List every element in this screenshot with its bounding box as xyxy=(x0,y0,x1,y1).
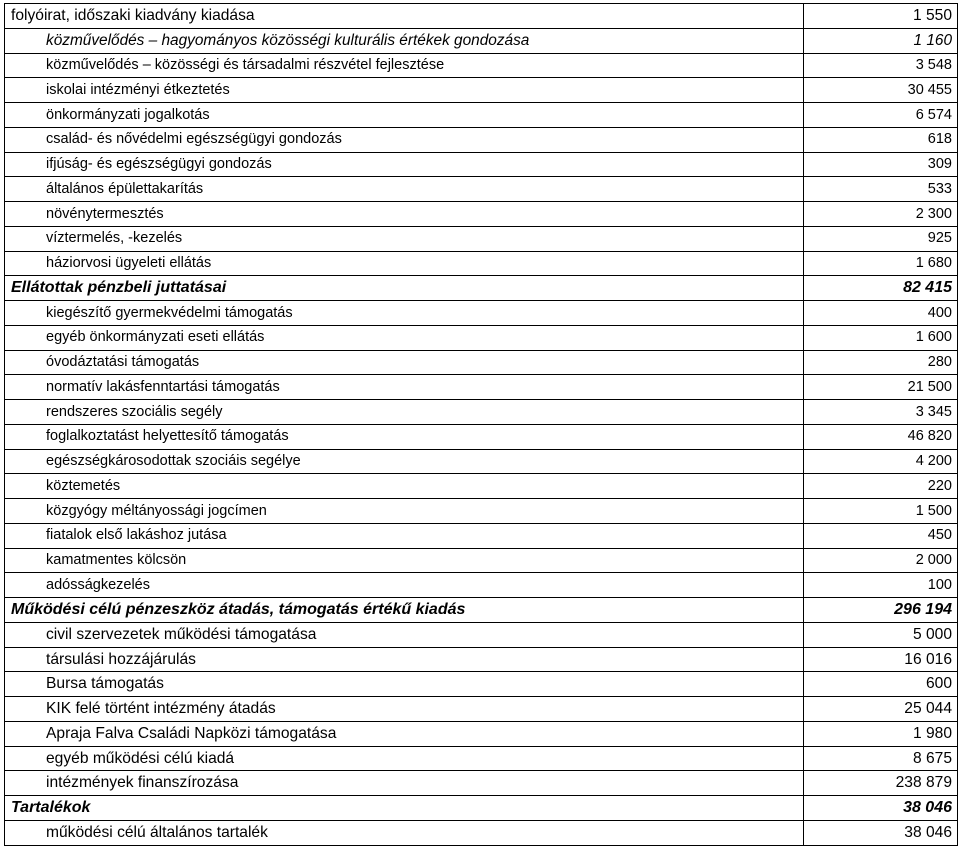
table-row xyxy=(5,350,958,375)
item-amount: 46 820 xyxy=(804,424,958,449)
table-row xyxy=(5,301,958,326)
item-label: közművelődés – hagyományos közösségi kulturális értékek gondozása xyxy=(5,28,804,53)
item-amount: 8 675 xyxy=(804,746,958,771)
table-row xyxy=(5,548,958,573)
table-row xyxy=(5,251,958,276)
category-amount: 296 194 xyxy=(804,598,958,623)
table-row xyxy=(5,820,958,845)
table-row xyxy=(5,177,958,202)
item-label: kiegészítő gyermekvédelmi támogatás xyxy=(5,301,804,326)
table-row xyxy=(5,375,958,400)
item-label: folyóirat, időszaki kiadvány kiadása xyxy=(5,4,804,29)
item-amount: 25 044 xyxy=(804,697,958,722)
category-label: Működési célú pénzeszköz átadás, támogatás értékű kiadás xyxy=(5,598,804,623)
table-row xyxy=(5,202,958,227)
table-row xyxy=(5,424,958,449)
item-amount: 600 xyxy=(804,672,958,697)
category-row xyxy=(5,276,958,301)
table-row xyxy=(5,474,958,499)
category-label: Tartalékok xyxy=(5,796,804,821)
item-amount: 1 160 xyxy=(804,28,958,53)
item-amount: 1 680 xyxy=(804,251,958,276)
item-label: növénytermesztés xyxy=(5,202,804,227)
table-row xyxy=(5,400,958,425)
table-row xyxy=(5,127,958,152)
item-amount: 533 xyxy=(804,177,958,202)
item-label: köztemetés xyxy=(5,474,804,499)
item-amount: 1 500 xyxy=(804,499,958,524)
item-label: intézmények finanszírozása xyxy=(5,771,804,796)
table-row xyxy=(5,226,958,251)
item-label: család- és nővédelmi egészségügyi gondozás xyxy=(5,127,804,152)
table-row xyxy=(5,721,958,746)
item-amount: 21 500 xyxy=(804,375,958,400)
item-label: ifjúság- és egészségügyi gondozás xyxy=(5,152,804,177)
item-label: egyéb működési célú kiadá xyxy=(5,746,804,771)
table-row xyxy=(5,449,958,474)
item-amount: 238 879 xyxy=(804,771,958,796)
item-label: óvodáztatási támogatás xyxy=(5,350,804,375)
item-label: víztermelés, -kezelés xyxy=(5,226,804,251)
item-label: civil szervezetek működési támogatása xyxy=(5,622,804,647)
item-label: rendszeres szociális segély xyxy=(5,400,804,425)
item-amount: 2 000 xyxy=(804,548,958,573)
item-amount: 4 200 xyxy=(804,449,958,474)
item-label: egyéb önkormányzati eseti ellátás xyxy=(5,325,804,350)
item-label: iskolai intézményi étkeztetés xyxy=(5,78,804,103)
item-amount: 16 016 xyxy=(804,647,958,672)
item-amount: 2 300 xyxy=(804,202,958,227)
table-row xyxy=(5,573,958,598)
table-row xyxy=(5,78,958,103)
item-amount: 925 xyxy=(804,226,958,251)
item-amount: 3 548 xyxy=(804,53,958,78)
category-label: Ellátottak pénzbeli juttatásai xyxy=(5,276,804,301)
item-amount: 618 xyxy=(804,127,958,152)
item-amount: 100 xyxy=(804,573,958,598)
category-row xyxy=(5,796,958,821)
item-amount: 38 046 xyxy=(804,820,958,845)
item-amount: 1 550 xyxy=(804,4,958,29)
item-label: normatív lakásfenntartási támogatás xyxy=(5,375,804,400)
table-row xyxy=(5,103,958,128)
table-row xyxy=(5,53,958,78)
item-label: Apraja Falva Családi Napközi támogatása xyxy=(5,721,804,746)
table-row xyxy=(5,771,958,796)
item-amount: 1 600 xyxy=(804,325,958,350)
item-amount: 3 345 xyxy=(804,400,958,425)
item-amount: 280 xyxy=(804,350,958,375)
table-row xyxy=(5,28,958,53)
table-row xyxy=(5,325,958,350)
item-label: Bursa támogatás xyxy=(5,672,804,697)
item-amount: 309 xyxy=(804,152,958,177)
table-row xyxy=(5,622,958,647)
item-label: háziorvosi ügyeleti ellátás xyxy=(5,251,804,276)
item-label: adósságkezelés xyxy=(5,573,804,598)
item-label: kamatmentes kölcsön xyxy=(5,548,804,573)
table-row xyxy=(5,523,958,548)
item-amount: 220 xyxy=(804,474,958,499)
item-label: KIK felé történt intézmény átadás xyxy=(5,697,804,722)
budget-table xyxy=(4,3,958,846)
category-amount: 38 046 xyxy=(804,796,958,821)
table-row xyxy=(5,4,958,29)
item-amount: 400 xyxy=(804,301,958,326)
item-label: fiatalok első lakáshoz jutása xyxy=(5,523,804,548)
item-amount: 30 455 xyxy=(804,78,958,103)
table-row xyxy=(5,672,958,697)
item-label: közművelődés – közösségi és társadalmi részvétel fejlesztése xyxy=(5,53,804,78)
item-label: foglalkoztatást helyettesítő támogatás xyxy=(5,424,804,449)
table-row xyxy=(5,697,958,722)
category-row xyxy=(5,598,958,623)
table-row xyxy=(5,152,958,177)
category-amount: 82 415 xyxy=(804,276,958,301)
item-amount: 6 574 xyxy=(804,103,958,128)
item-label: általános épülettakarítás xyxy=(5,177,804,202)
item-label: önkormányzati jogalkotás xyxy=(5,103,804,128)
item-label: társulási hozzájárulás xyxy=(5,647,804,672)
item-label: működési célú általános tartalék xyxy=(5,820,804,845)
table-row xyxy=(5,746,958,771)
table-row xyxy=(5,499,958,524)
table-row xyxy=(5,647,958,672)
item-label: egészségkárosodottak szociáis segélye xyxy=(5,449,804,474)
item-amount: 5 000 xyxy=(804,622,958,647)
item-label: közgyógy méltányossági jogcímen xyxy=(5,499,804,524)
item-amount: 450 xyxy=(804,523,958,548)
budget-table-body xyxy=(5,4,958,846)
item-amount: 1 980 xyxy=(804,721,958,746)
